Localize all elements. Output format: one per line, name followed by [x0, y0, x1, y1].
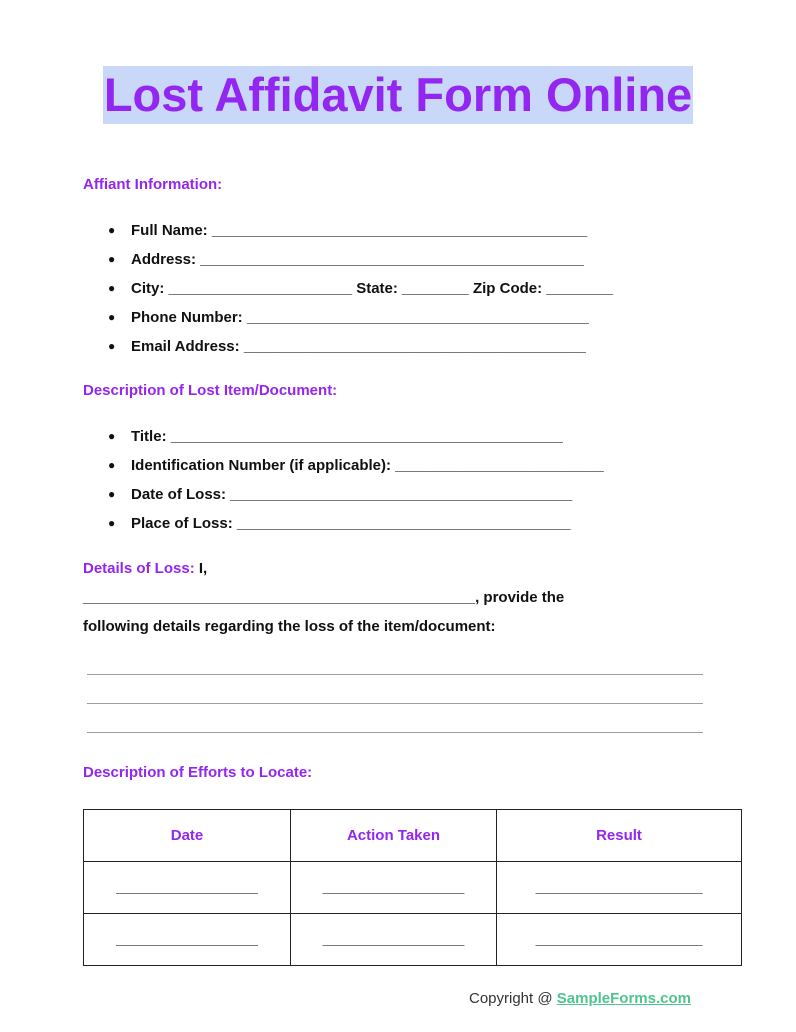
identification-number-field[interactable]: Identification Number (if applicable): _________________________	[131, 457, 604, 474]
place-of-loss-field[interactable]: Place of Loss: ________________________________________	[131, 515, 571, 532]
details-name-field[interactable]: _______________________________________________, provide the	[83, 589, 565, 606]
email-field[interactable]: Email Address: _________________________________________	[131, 338, 586, 355]
footer	[469, 990, 691, 1007]
column-header-action-taken: Action Taken	[291, 810, 497, 862]
full-name-field[interactable]: Full Name: _____________________________________________	[131, 222, 588, 239]
city-state-zip-field[interactable]: City: ______________________ State: ________ Zip Code: ________	[131, 280, 614, 297]
bullet-icon: ●	[108, 339, 116, 353]
bullet-icon: ●	[108, 429, 116, 443]
efforts-table	[83, 809, 742, 966]
bullet-icon: ●	[108, 310, 116, 324]
bullet-icon: ●	[108, 281, 116, 295]
column-header-result: Result	[497, 810, 742, 862]
list-item	[108, 274, 613, 303]
page-title: Lost Affidavit Form Online	[103, 66, 693, 124]
details-line-1	[83, 554, 207, 583]
table-cell-date[interactable]: _________________	[84, 914, 291, 966]
details-writing-line[interactable]	[87, 703, 703, 704]
list-item	[108, 480, 604, 509]
table-cell-result[interactable]: ____________________	[497, 914, 742, 966]
lost-item-list	[108, 422, 604, 538]
bullet-icon: ●	[108, 516, 116, 530]
list-item	[108, 451, 604, 480]
bullet-icon: ●	[108, 223, 116, 237]
title-wrap	[0, 66, 796, 124]
efforts-heading: Description of Efforts to Locate:	[83, 764, 313, 781]
copyright-text: Copyright @	[469, 990, 557, 1007]
list-item	[108, 332, 613, 361]
list-item	[108, 509, 604, 538]
item-title-field[interactable]: Title: _______________________________________________	[131, 428, 563, 445]
list-item	[108, 303, 613, 332]
brand-link[interactable]: SampleForms.com	[556, 990, 691, 1007]
affiant-list	[108, 216, 613, 361]
list-item	[108, 245, 613, 274]
list-item	[108, 422, 604, 451]
details-text-1: I,	[194, 560, 208, 577]
details-writing-line[interactable]	[87, 732, 703, 733]
details-label: Details of Loss:	[83, 560, 195, 577]
bullet-icon: ●	[108, 252, 116, 266]
table-header-row	[84, 810, 742, 862]
bullet-icon: ●	[108, 458, 116, 472]
table-cell-action[interactable]: _________________	[291, 862, 497, 914]
table-row	[84, 862, 742, 914]
table-row	[84, 914, 742, 966]
list-item	[108, 216, 613, 245]
address-field[interactable]: Address: ______________________________________________	[131, 251, 584, 268]
table-cell-action[interactable]: _________________	[291, 914, 497, 966]
column-header-date: Date	[84, 810, 291, 862]
table-cell-result[interactable]: ____________________	[497, 862, 742, 914]
table-cell-date[interactable]: _________________	[84, 862, 291, 914]
date-of-loss-field[interactable]: Date of Loss: _________________________________________	[131, 486, 573, 503]
affiant-heading: Affiant Information:	[83, 176, 223, 193]
details-line-3: following details regarding the loss of the item/document:	[83, 618, 496, 635]
phone-field[interactable]: Phone Number: _________________________________________	[131, 309, 589, 326]
lost-item-heading: Description of Lost Item/Document:	[83, 382, 338, 399]
bullet-icon: ●	[108, 487, 116, 501]
details-writing-line[interactable]	[87, 674, 703, 675]
